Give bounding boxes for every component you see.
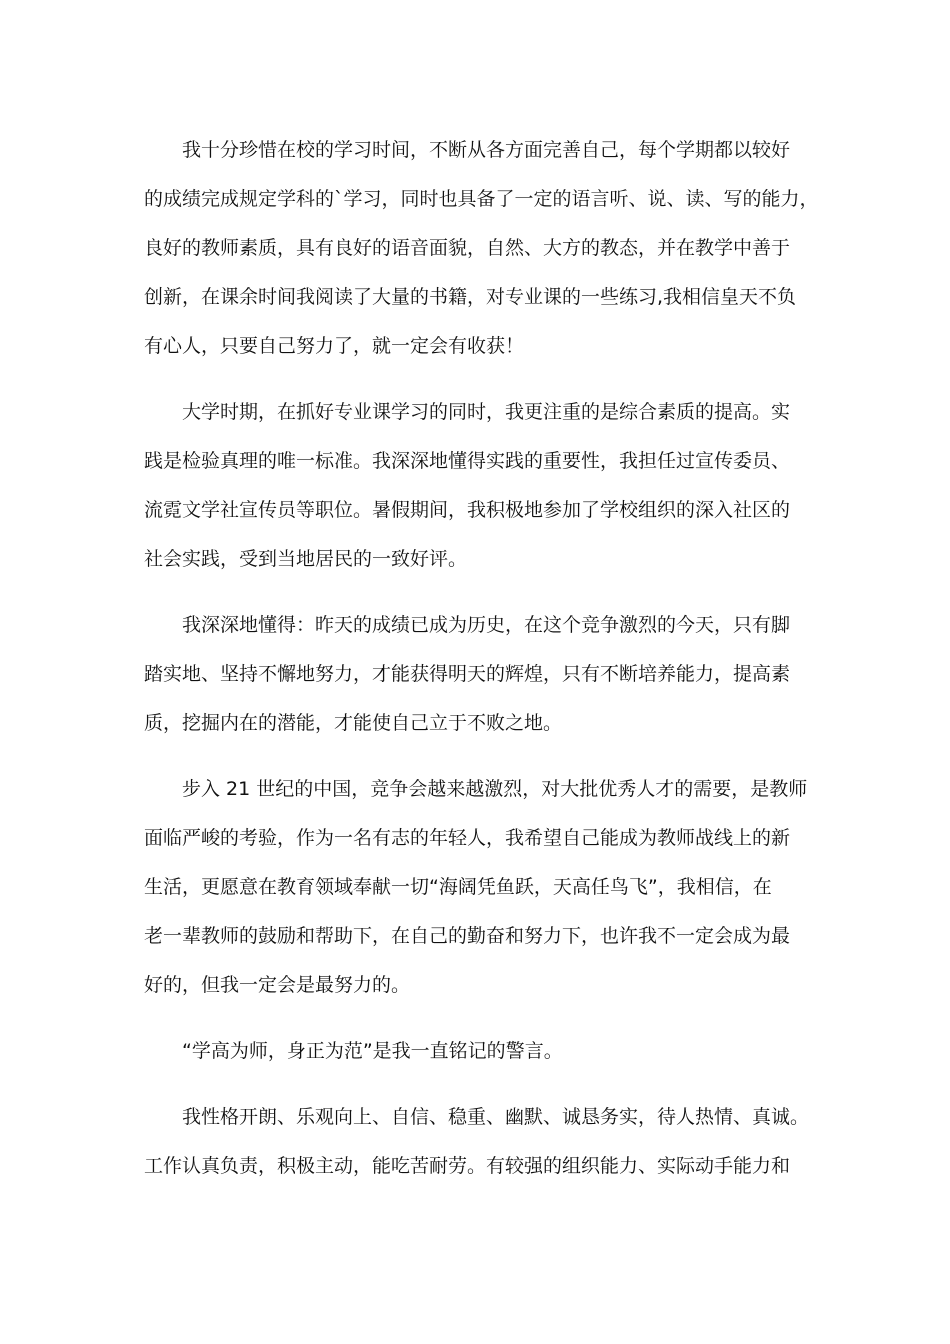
paragraph-line: 老一辈教师的鼓励和帮助下，在自己的勤奋和努力下，也许我不一定会成为最	[144, 925, 791, 947]
paragraph-line: 创新，在课余时间我阅读了大量的书籍，对专业课的一些练习,我相信皇天不负	[144, 286, 797, 308]
paragraph-line: 良好的教师素质，具有良好的语音面貌，自然、大方的教态，并在教学中善于	[144, 237, 791, 259]
paragraph-line: 流霓文学社宣传员等职位。暑假期间，我积极地参加了学校组织的深入社区的	[144, 499, 791, 521]
paragraph-line: 的成绩完成规定学科的`学习，同时也具备了一定的语言听、说、读、写的能力，	[144, 188, 819, 210]
paragraph-line: 践是检验真理的唯一标准。我深深地懂得实践的重要性，我担任过宣传委员、	[144, 450, 791, 472]
paragraph-4	[144, 765, 812, 1010]
paragraph-line: 我性格开朗、乐观向上、自信、稳重、幽默、诚恳务实，待人热情、真诚。	[182, 1106, 810, 1128]
paragraph-line: 好的，但我一定会是最努力的。	[144, 974, 411, 996]
paragraph-line: 社会实践，受到当地居民的一致好评。	[144, 548, 468, 570]
paragraph-line: 步入 21 世纪的中国，竞争会越来越激烈，对大批优秀人才的需要，是教师	[182, 778, 808, 800]
paragraph-line: 我十分珍惜在校的学习时间，不断从各方面完善自己，每个学期都以较好	[182, 139, 791, 161]
paragraph-line: 生活，更愿意在教育领域奉献一切“海阔凭鱼跃，天高任鸟飞”，我相信，在	[144, 876, 772, 898]
paragraph-5	[144, 1027, 812, 1076]
paragraph-line: 我深深地懂得：昨天的成绩已成为历史，在这个竞争激烈的今天，只有脚	[182, 614, 791, 636]
paragraph-3	[144, 601, 812, 748]
paragraph-line: 质，挖掘内在的潜能，才能使自己立于不败之地。	[144, 712, 563, 734]
paragraph-line: 面临严峻的考验，作为一名有志的年轻人，我希望自己能成为教师战线上的新	[144, 827, 791, 849]
document-body	[144, 126, 819, 1208]
paragraph-line: 踏实地、坚持不懈地努力，才能获得明天的辉煌，只有不断培养能力，提高素	[144, 663, 791, 685]
paragraph-6	[144, 1093, 812, 1191]
paragraph-line: 大学时期，在抓好专业课学习的同时，我更注重的是综合素质的提高。实	[182, 401, 791, 423]
paragraph-line: 有心人，只要自己努力了，就一定会有收获！	[144, 335, 525, 357]
paragraph-line: “学高为师，身正为范”是我一直铭记的警言。	[182, 1040, 563, 1062]
paragraph-line: 工作认真负责，积极主动，能吃苦耐劳。有较强的组织能力、实际动手能力和	[144, 1155, 791, 1177]
paragraph-2	[144, 388, 812, 584]
paragraph-1	[144, 126, 819, 371]
